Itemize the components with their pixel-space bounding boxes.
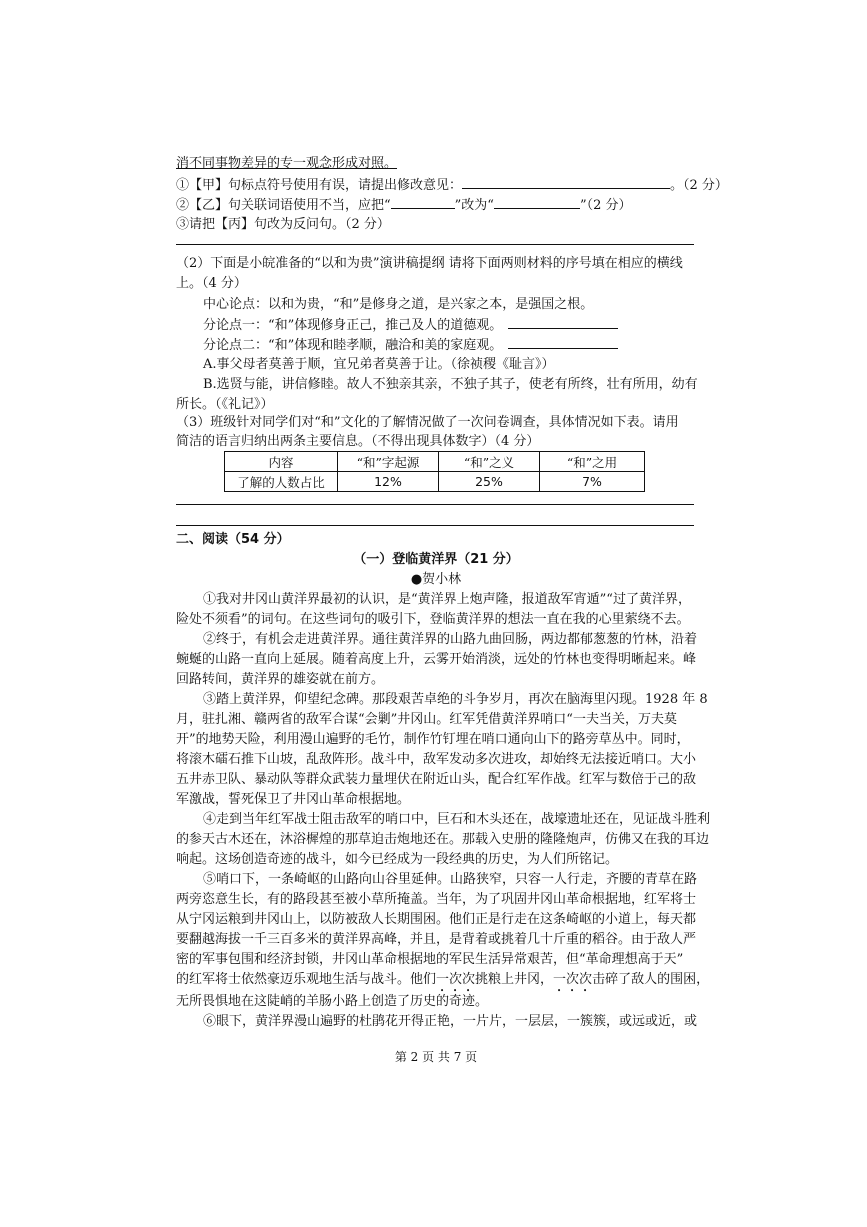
top-fragment: 消不同事物差异的专一观念形成对照。 [176,156,398,171]
table-row [225,472,645,492]
text-run: 的红军将士依然豪迈乐观地生活与战斗。他们 [176,972,437,987]
article-author: ●贺小林 [410,572,462,587]
paragraph-line: 从宁冈运粮到井冈山上，以防被敌人长期围困。他们正是行走在这条崎岖的小道上，每天都 [176,912,697,927]
q1-b-post: ”（2 分） [579,198,632,213]
q2-point1 [203,316,723,335]
q2-material-b2: 所长。（《礼记》） [176,397,274,412]
q1-c: ③请把【丙】句改为反问句。（2 分） [176,217,390,232]
emphasized-text: 一次次 [553,972,593,987]
answer-line[interactable] [176,244,694,245]
q1-b-pre: ②【乙】句关联词语使用不当，应把“ [176,198,391,213]
answer-blank[interactable] [508,316,618,329]
q2-line2: 上。（4 分） [176,276,247,291]
q2-center: 中心论点：以和为贵，“和”是修身之道，是兴家之本，是强国之根。 [203,297,594,312]
q1-b [176,196,696,215]
paragraph-line: ④走到当年红军战士阻击敌军的哨口中，巨石和木头还在，战壕遗址还在，见证战斗胜利 [203,812,711,827]
paragraph-line-emphasis [176,971,710,995]
paragraph-line: ①我对井冈山黄洋界最初的认识，是“黄洋界上炮声隆，报道敌军宵遁”“过了黄洋界， [203,592,691,607]
paragraph-line: 响起。这场创造奇迹的战斗，如今已经成为一段经典的历史，为人们所铭记。 [176,852,619,867]
table-header: “和”字起源 [338,452,439,472]
table-cell: 了解的人数占比 [225,472,338,492]
paragraph-line: 险处不须看”的词句。在这些词句的吸引下，登临黄洋界的想法一直在我的心里萦绕不去。 [176,612,690,627]
paragraph-line: 密的军事包围和经济封锁，井冈山革命根据地的军民生活异常艰苦，但“革命理想高于天” [176,952,684,967]
paragraph-line: 五井赤卫队、暴动队等群众武装力量埋伏在附近山头，配合红军作战。红军与数倍于己的敌 [176,772,697,787]
q2-point2-text: 分论点二：“和”体现和睦孝顺，融洽和美的家庭观。 [203,338,503,353]
answer-blank[interactable] [391,196,455,209]
answer-blank[interactable] [494,196,580,209]
answer-blank[interactable] [462,176,670,189]
q2-point2 [203,336,723,355]
table-cell: 7% [540,472,645,492]
table-header-row [225,452,645,472]
paragraph-line: 开”的地势天险，利用漫山遍野的毛竹，制作竹钉埋在哨口通向山下的路旁草丛中。同时， [176,732,690,747]
paragraph-line: 月，驻扎湘、赣两省的敌军合谋“会剿”井冈山。红军凭借黄洋界哨口“一夫当关，万夫莫 [176,712,677,727]
q1-a-score: 。（2 分） [670,178,728,193]
q1-a-text: ①【甲】句标点符号使用有误，请提出修改意见： [176,178,463,193]
emphasized-text: 一次次 [436,972,476,987]
table-cell: 12% [338,472,439,492]
page-footer: 第 2 页 共 7 页 [394,1050,478,1064]
section-heading: 二、阅读（54 分） [176,532,290,547]
article-title: （一）登临黄洋界（21 分） [353,552,519,567]
q2-point1-text: 分论点一：“和”体现修身正己，推己及人的道德观。 [203,318,503,333]
answer-line[interactable] [176,525,694,526]
q2-material-b1: B.选贤与能，讲信修睦。故人不独亲其亲，不独子其子，使老有所终，壮有所用，幼有 [203,377,698,392]
paragraph-line: 蜿蜒的山路一直向上延展。随着高度上升，云雾开始消淡，远处的竹林也变得明晰起来。峰 [176,652,697,667]
answer-blank[interactable] [508,336,618,349]
q1-a [176,176,728,195]
paragraph-line: 两旁恣意生长，有的路段甚至被小草所掩盖。当年，为了巩固井冈山革命根据地，红军将士 [176,892,697,907]
q3-line2: 简洁的语言归纳出两条主要信息。（不得出现具体数字）（4 分） [176,434,540,449]
q2-material-a: A.事父母者莫善于顺，宜兄弟者莫善于让。（徐祯稷《耻言》） [203,357,555,372]
table-header: “和”之义 [439,452,540,472]
text-run: 挑粮上井冈， [475,972,554,987]
table-header: 内容 [225,452,338,472]
answer-line[interactable] [176,504,694,505]
table-cell: 25% [439,472,540,492]
paragraph-line: ③踏上黄洋界，仰望纪念碑。那段艰苦卓绝的斗争岁月，再次在脑海里闪现。1928 年 8 [203,692,708,707]
q2-line1: （2）下面是小皖准备的“以和为贵”演讲稿提纲 请将下面两则材料的序号填在相应的横线 [176,256,683,271]
paragraph-line: 无所畏惧地在这陡峭的羊肠小路上创造了历史的奇迹。 [176,994,489,1009]
q3-line1: （3）班级针对同学们对“和”文化的了解情况做了一次问卷调查，具体情况如下表。请用 [176,415,679,430]
paragraph-line: ②终于，有机会走进黄洋界。通往黄洋界的山路九曲回肠，两边都郁葱葱的竹林，沿着 [203,632,698,647]
paragraph-line: ⑥眼下，黄洋界漫山遍野的杜鹃花开得正艳，一片片，一层层，一簇簇，或远或近，或 [203,1014,698,1029]
paragraph-line: 要翻越海拔一千三百多米的黄洋界高峰，并且，是背着或挑着几十斤重的稻谷。由于敌人严 [176,932,697,947]
table-header: “和”之用 [540,452,645,472]
paragraph-line: 回路转间，黄洋界的雄姿就在前方。 [176,672,385,687]
paragraph-line: ⑤哨口下，一条崎岖的山路向山谷里延伸。山路狭窄，只容一人行走，齐腰的青草在路 [203,872,698,887]
paragraph-line: 军激战，誓死保卫了井冈山革命根据地。 [176,792,411,807]
paragraph-line: 将滚木礌石推下山坡，乱敌阵形。战斗中，敌军发动多次进攻，却始终无法接近哨口。大小 [176,752,697,767]
survey-table [224,451,645,492]
text-run: 击碎了敌人的围困， [592,972,710,987]
paragraph-line: 的参天古木还在，沐浴樨煌的那草迫击炮地还在。那载入史册的隆隆炮声，仿佛又在我的耳边 [176,832,710,847]
q1-b-mid: ”改为“ [454,198,494,213]
